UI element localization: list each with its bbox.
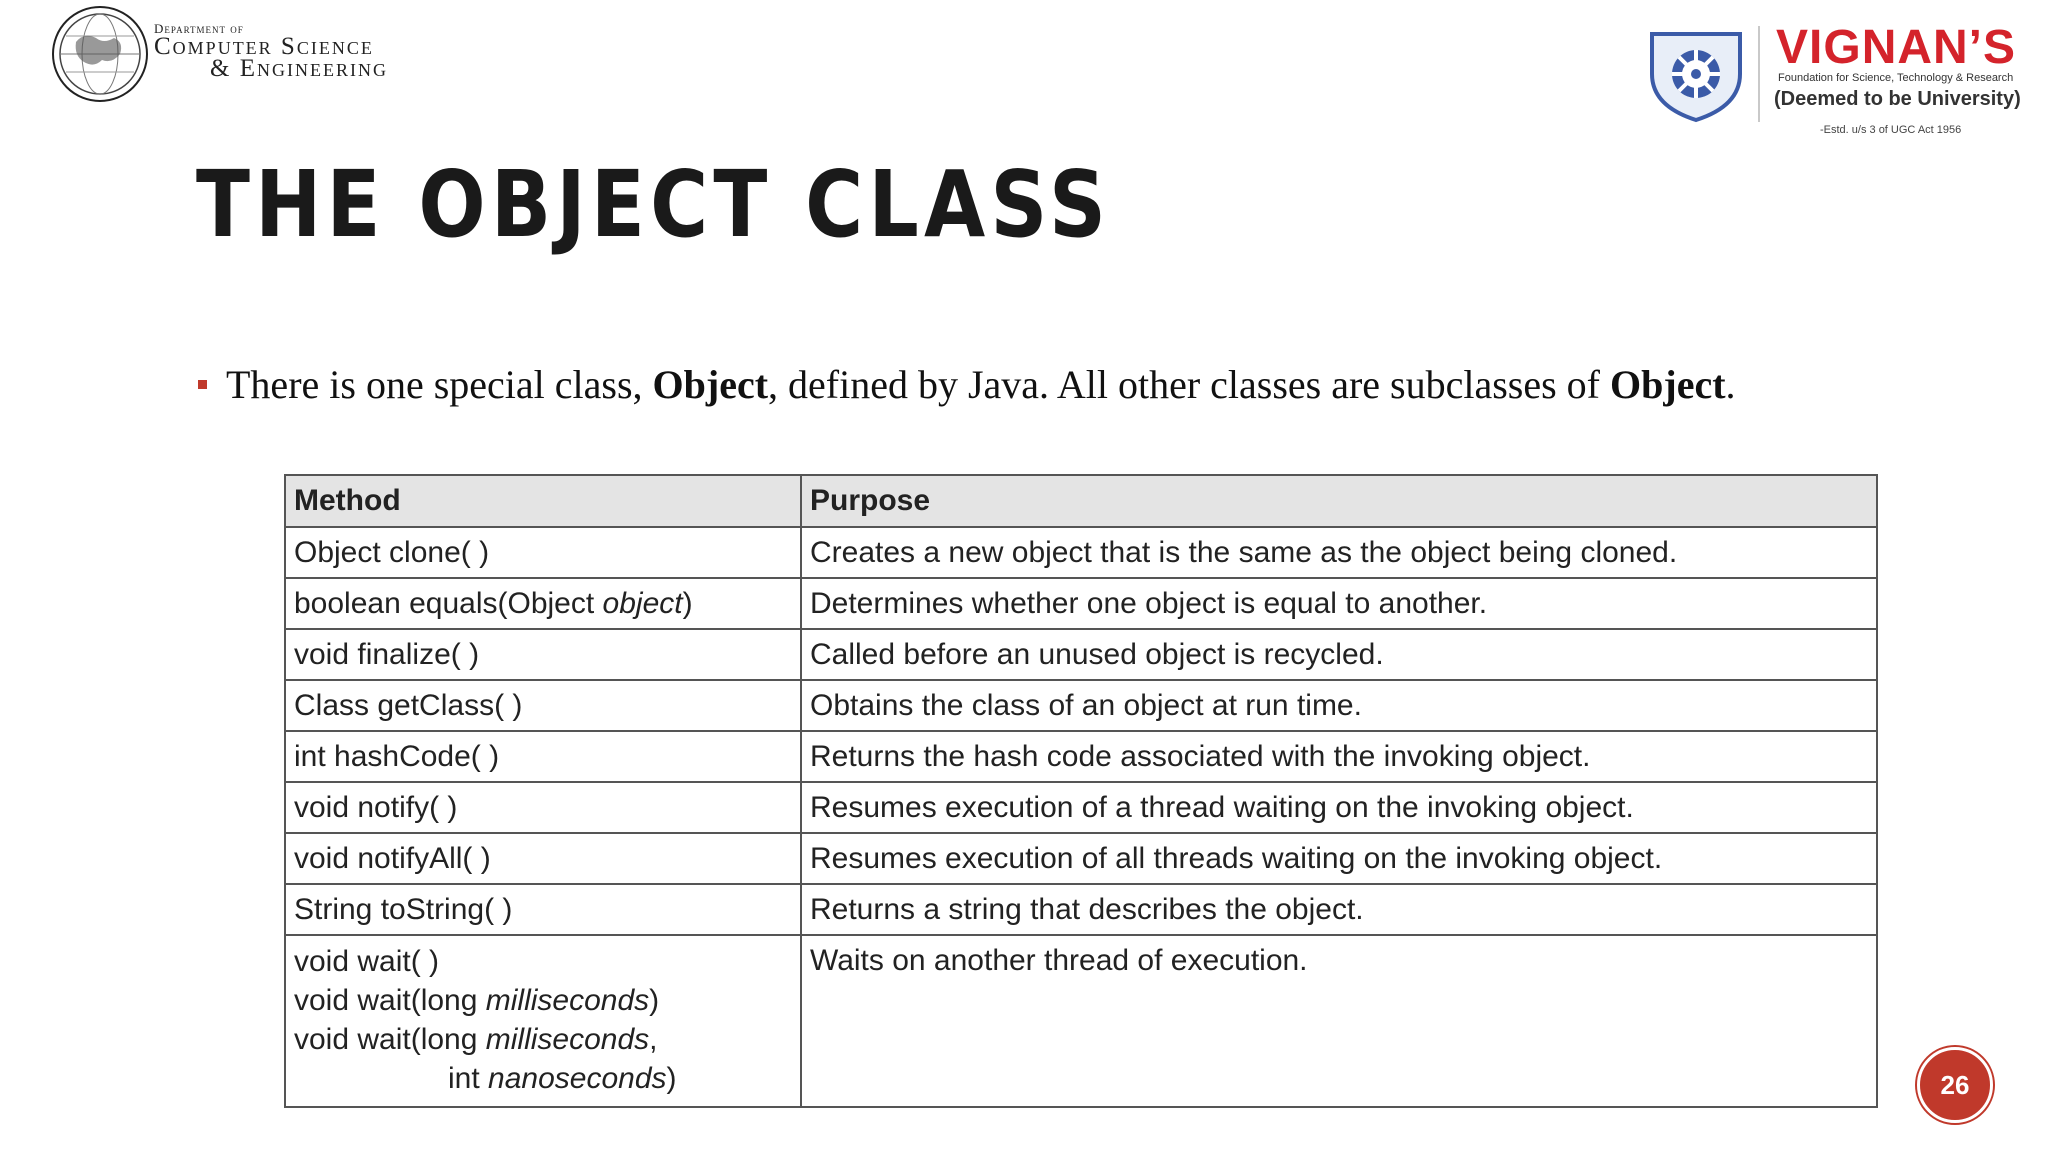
bullet-text-part1: There is one special class, (226, 362, 653, 407)
wait2-text: void wait(long (294, 984, 486, 1017)
table-row (285, 731, 1877, 782)
wait-line-3 (294, 1020, 792, 1059)
table-row (285, 782, 1877, 833)
header-method: Method (285, 475, 801, 527)
slide-title: THE OBJECT CLASS (196, 151, 1112, 258)
department-logo (52, 6, 452, 106)
method-text-end: ) (682, 587, 693, 620)
bullet-text (226, 362, 1886, 408)
department-line3: & Engineering (210, 55, 388, 82)
methods-table (284, 474, 1878, 1108)
method-cell: Class getClass( ) (285, 680, 801, 731)
university-tagline: Foundation for Science, Technology & Research (1778, 72, 2014, 84)
university-estd: -Estd. u/s 3 of UGC Act 1956 (1820, 124, 1962, 136)
method-param: object (602, 587, 683, 620)
wait4-param: nanoseconds (488, 1062, 667, 1095)
table-row (285, 935, 1877, 1107)
method-text: boolean equals(Object (294, 587, 603, 620)
wait2-end: ) (649, 984, 660, 1017)
bullet-bold-object-2: Object (1610, 362, 1726, 407)
department-line1: Department of (154, 21, 244, 36)
wait-line-1: void wait( ) (294, 945, 440, 978)
globe-icon (52, 6, 148, 102)
purpose-cell: Called before an unused object is recycled. (801, 629, 1877, 680)
table-row (285, 680, 1877, 731)
wait3-param: milliseconds (485, 1023, 650, 1056)
purpose-cell: Returns the hash code associated with the invoking object. (801, 731, 1877, 782)
method-cell: void finalize( ) (285, 629, 801, 680)
wait3-text: void wait(long (294, 1023, 486, 1056)
table-row (285, 833, 1877, 884)
wait-line-2 (294, 981, 792, 1020)
university-logo (1640, 22, 2040, 142)
purpose-cell: Determines whether one object is equal to another. (801, 578, 1877, 629)
purpose-cell: Resumes execution of all threads waiting on the invoking object. (801, 833, 1877, 884)
logo-divider (1758, 26, 1760, 122)
table-row (285, 578, 1877, 629)
university-shield-icon (1644, 28, 1748, 124)
purpose-cell: Resumes execution of a thread waiting on the invoking object. (801, 782, 1877, 833)
method-cell: int hashCode( ) (285, 731, 801, 782)
wait3-end: , (649, 1023, 658, 1056)
bullet-text-part3: . (1725, 362, 1736, 407)
purpose-cell: Returns a string that describes the object. (801, 884, 1877, 935)
purpose-cell: Obtains the class of an object at run time. (801, 680, 1877, 731)
method-cell (285, 578, 801, 629)
method-cell-wait (285, 935, 801, 1107)
wait4-end: ) (666, 1062, 677, 1095)
purpose-cell: Waits on another thread of execution. (801, 935, 1877, 1107)
table-row (285, 629, 1877, 680)
header-purpose: Purpose (801, 475, 1877, 527)
method-cell: String toString( ) (285, 884, 801, 935)
university-deemed: (Deemed to be University) (1774, 88, 2021, 110)
method-cell: Object clone( ) (285, 527, 801, 578)
table-row (285, 884, 1877, 935)
method-cell: void notify( ) (285, 782, 801, 833)
wait4-text: int (448, 1062, 489, 1095)
bullet-bold-object-1: Object (652, 362, 769, 407)
department-line2: Computer Science (154, 33, 374, 60)
purpose-cell: Creates a new object that is the same as the object being cloned. (801, 527, 1877, 578)
wait-line-4 (294, 1059, 792, 1098)
bullet-square-icon (198, 380, 207, 389)
department-name (154, 22, 388, 80)
wait2-param: milliseconds (485, 984, 650, 1017)
table-row (285, 527, 1877, 578)
university-name: VIGNAN’S (1776, 21, 2017, 74)
bullet-text-part2: , defined by Java. All other classes are subclasses of (768, 362, 1611, 407)
page-number-badge: 26 (1917, 1047, 1993, 1123)
table-header-row (285, 475, 1877, 527)
method-cell: void notifyAll( ) (285, 833, 801, 884)
